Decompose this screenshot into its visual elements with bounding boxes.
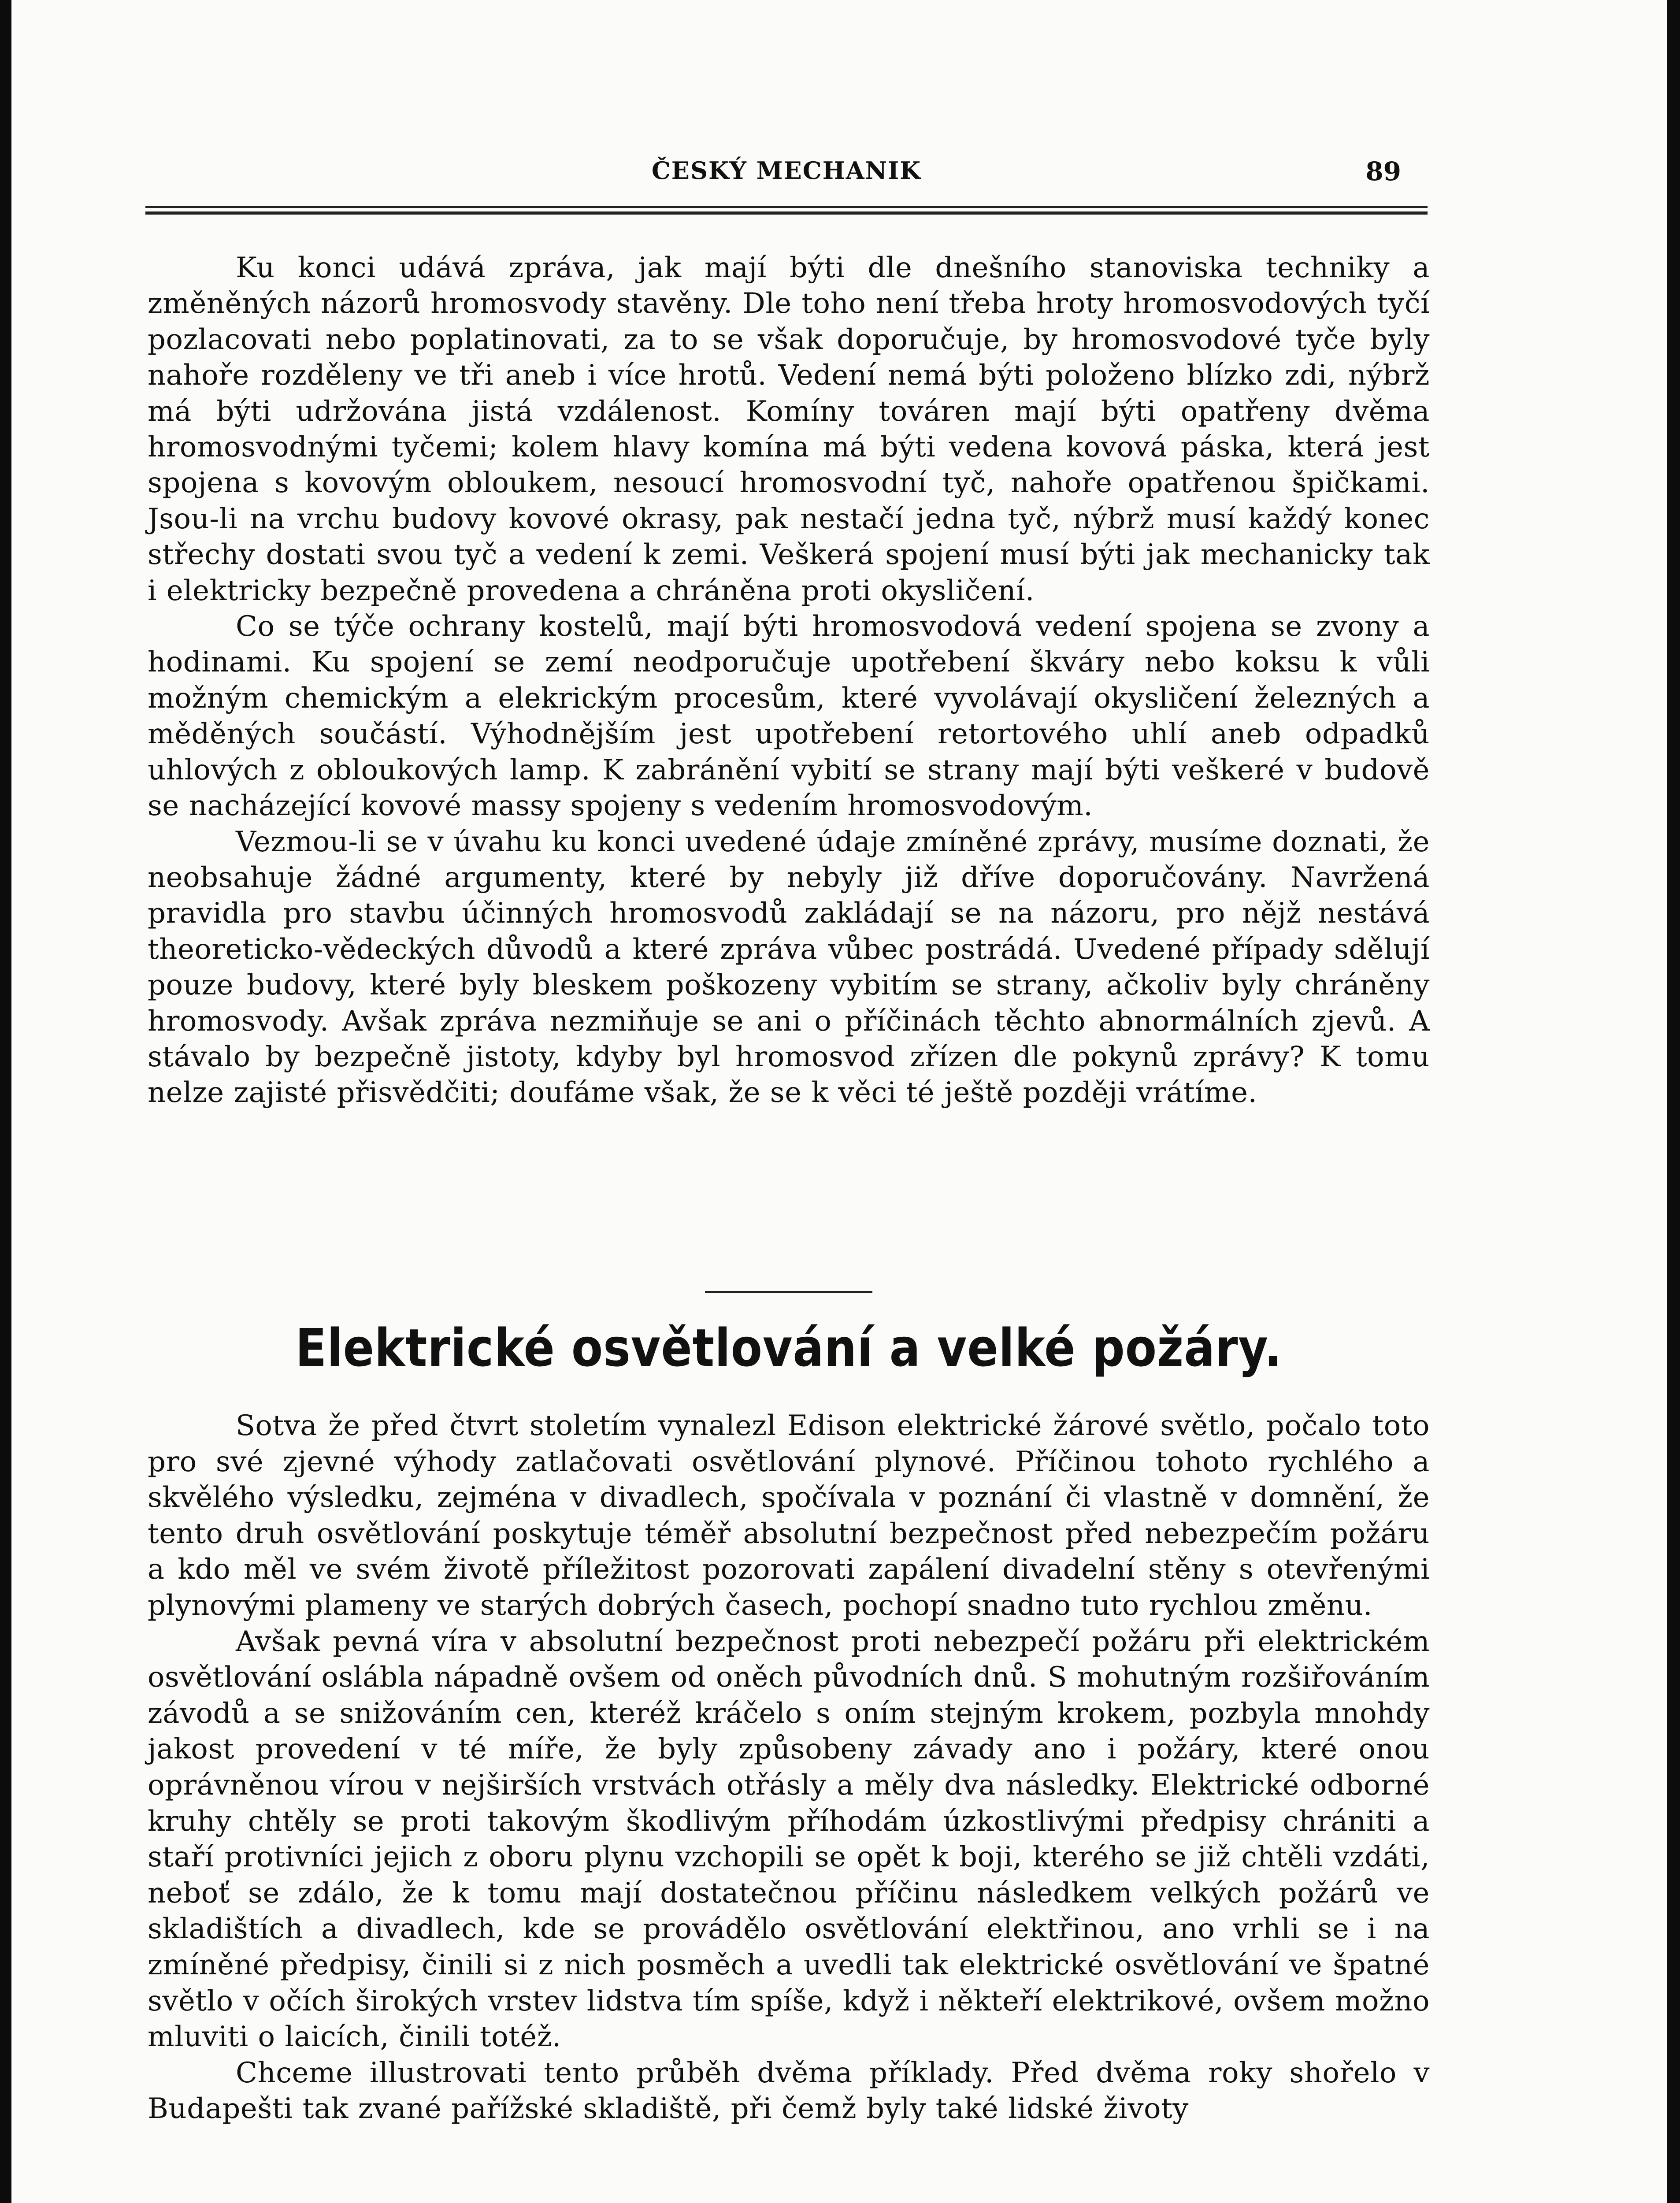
paragraph: Chceme illustrovati tento průběh dvěma příklady. Před dvěma roky shořelo v Budapešti tak zvané pařížské skladiště, při čemž byly také lidské životy	[148, 2056, 1430, 2125]
journal-title: ČESKÝ MECHANIK	[651, 156, 922, 185]
paragraph: Vezmou-li se v úvahu ku konci uvedené údaje zmíněné zprávy, musíme doznati, že neobsahuje žádné argumenty, které by nebyly již dříve doporučovány. Navržená pravidla pro stavbu účinných hromosvodů zakládají se na názoru, pro nějž nestává theoreticko-vědeckých důvodů a které zpráva vůbec postrádá. Uvedené případy sdělují pouze budovy, které byly bleskem poškozeny vybitím se strany, ačkoliv byly chráněny hromosvody. Avšak zpráva nezmiňuje se ani o příčinách těchto abnormálních zjevů. A stávalo by bezpečně jistoty, kdyby byl hromosvod zřízen dle pokynů zprávy? K tomu nelze zajisté přisvědčiti; doufáme však, že se k věci té ještě později vrátíme.	[148, 825, 1430, 1109]
paragraph: Avšak pevná víra v absolutní bezpečnost proti nebezpečí požáru při elektrickém osvětlování oslábla nápadně ovšem od oněch původních dnů. S mohutným rozšiřováním závodů a se snižováním cen, kteréž kráčelo s oním stejným krokem, pozbyla mnohdy jakost provedení v té míře, že byly způsobeny závady ano i požáry, které onou oprávněnou vírou v nejširších vrstvách otřásly a měly dva následky. Elektrické odborné kruhy chtěly se proti takovým škodlivým příhodám úzkostlivými předpisy chrániti a staří protivníci jejich z oboru plynu vzchopili se opět k boji, kterého se již chtěli vzdáti, neboť se zdálo, že k tomu mají dostatečnou příčinu následkem velkých požárů ve skladištích a divadlech, kde se provádělo osvětlování elektřinou, ano vrhli se i na zmíněné předpisy, činili si z nich posměch a uvedli tak elektrické osvětlování ve špatné světlo v očích širokých vrstev lidstva tím spíše, když i někteří elektrikové, ovšem možno mluviti o laicích, činili totéž.	[148, 1625, 1430, 2054]
scan-edge-left	[0, 0, 11, 2203]
paragraph: Sotva že před čtvrt stoletím vynalezl Edison elektrické žárové světlo, počalo toto pro své zjevné výhody zatlačovati osvětlování plynové. Příčinou tohoto rychlého a skvělého výsledku, zejména v divadlech, spočívala v poznání či vlastně v domnění, že tento druh osvětlování poskytuje téměř absolutní bezpečnost před nebezpečím požáru a kdo měl ve svém životě příležitost pozorovati zapálení divadelní stěny s otevřenými plynovými plameny ve starých dobrých časech, pochopí snadno tuto rychlou změnu.	[148, 1409, 1430, 1622]
running-head	[145, 156, 1428, 205]
header-rule-thick	[145, 211, 1428, 215]
section-divider	[705, 1291, 872, 1293]
article-electric-lighting	[148, 1408, 1430, 2127]
article-heading: Elektrické osvětlování a velké požáry.	[295, 1317, 1282, 1378]
header-rule-thin	[145, 206, 1428, 208]
page-number: 89	[1365, 156, 1401, 186]
paragraph: Ku konci udává zpráva, jak mají býti dle dnešního stanoviska techniky a změněných názorů hromosvody stavěny. Dle toho není třeba hroty hromosvodových tyčí pozlacovati nebo poplatinovati, za to se však doporučuje, by hromosvodové tyče byly nahoře rozděleny ve tři aneb i více hrotů. Vedení nemá býti položeno blízko zdi, nýbrž má býti udržována jistá vzdálenost. Komíny továren mají býti opatřeny dvěma hromosvodnými tyčemi; kolem hlavy komína má býti vedena kovová páska, která jest spojena s kovovým obloukem, nesoucí hromosvodní tyč, nahoře opatřenou špičkami. Jsou-li na vrchu budovy kovové okrasy, pak nestačí jedna tyč, nýbrž musí každý konec střechy dostati svou tyč a vedení k zemi. Veškerá spojení musí býti jak mechanicky tak i elektricky bezpečně provedena a chráněna proti okysličení.	[148, 252, 1430, 607]
paragraph: Co se týče ochrany kostelů, mají býti hromosvodová vedení spojena se zvony a hodinami. Ku spojení se zemí neodporučuje upotřebení škváry nebo koksu k vůli možným chemickým a elekrickým procesům, které vyvolávají okysličení železných a měděných součástí. Výhodnějším jest upotřebení retortového uhlí aneb odpadků uhlových z obloukových lamp. K zabránění vybití se strany mají býti veškeré v budově se nacházející kovové massy spojeny s vedením hromosvodovým.	[148, 610, 1430, 823]
article-lightning-rods	[148, 250, 1430, 1111]
scan-edge-right	[1667, 0, 1680, 2203]
